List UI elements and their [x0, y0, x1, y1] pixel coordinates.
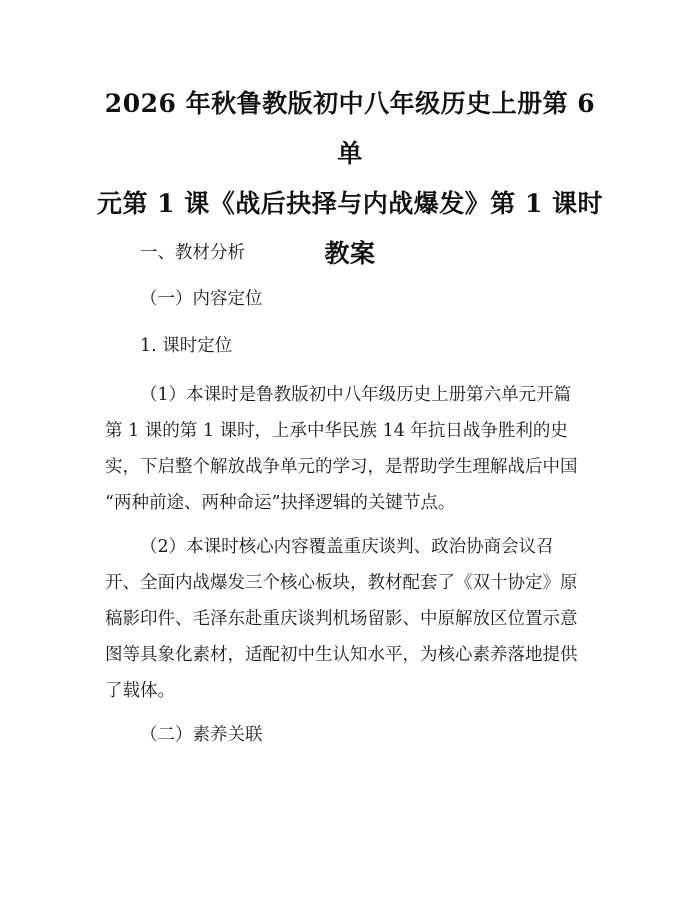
paragraph-line: （2）本课时核心内容覆盖重庆谈判、政治协商会议召: [140, 537, 554, 557]
paragraph-line: 稿影印件、毛泽东赴重庆谈判机场留影、中原解放区位置示意: [105, 609, 578, 629]
paragraph-line: 开、全面内战爆发三个核心板块，教材配套了《双十协定》原: [105, 573, 578, 593]
paragraph-lesson-positioning-2: [105, 529, 597, 709]
item-heading-lesson-positioning: 1. 课时定位: [140, 336, 233, 356]
subsection-heading-competency-links: （二）素养关联: [140, 725, 263, 745]
title-line-2: 元第 1 课《战后抉择与内战爆发》第 1 课时: [96, 189, 604, 218]
paragraph-line: “两种前途、两种命运”抉择逻辑的关键节点。: [105, 493, 456, 513]
paragraph-line: （1）本课时是鲁教版初中八年级历史上册第六单元开篇: [140, 385, 572, 405]
title-line-3: 教案: [324, 239, 376, 268]
subsection-heading-content-positioning: （一）内容定位: [140, 289, 263, 309]
paragraph-line: 第 1 课的第 1 课时，上承中华民族 14 年抗日战争胜利的史: [105, 421, 568, 441]
title-line-1: 2026 年秋鲁教版初中八年级历史上册第 6 单: [104, 89, 596, 168]
paragraph-line: 实，下启整个解放战争单元的学习，是帮助学生理解战后中国: [105, 457, 578, 477]
paragraph-lesson-positioning-1: [105, 377, 597, 521]
section-heading-textbook-analysis: 一、教材分析: [140, 243, 245, 263]
paragraph-line: 图等具象化素材，适配初中生认知水平，为核心素养落地提供: [105, 645, 578, 665]
paragraph-line: 了载体。: [105, 681, 175, 701]
